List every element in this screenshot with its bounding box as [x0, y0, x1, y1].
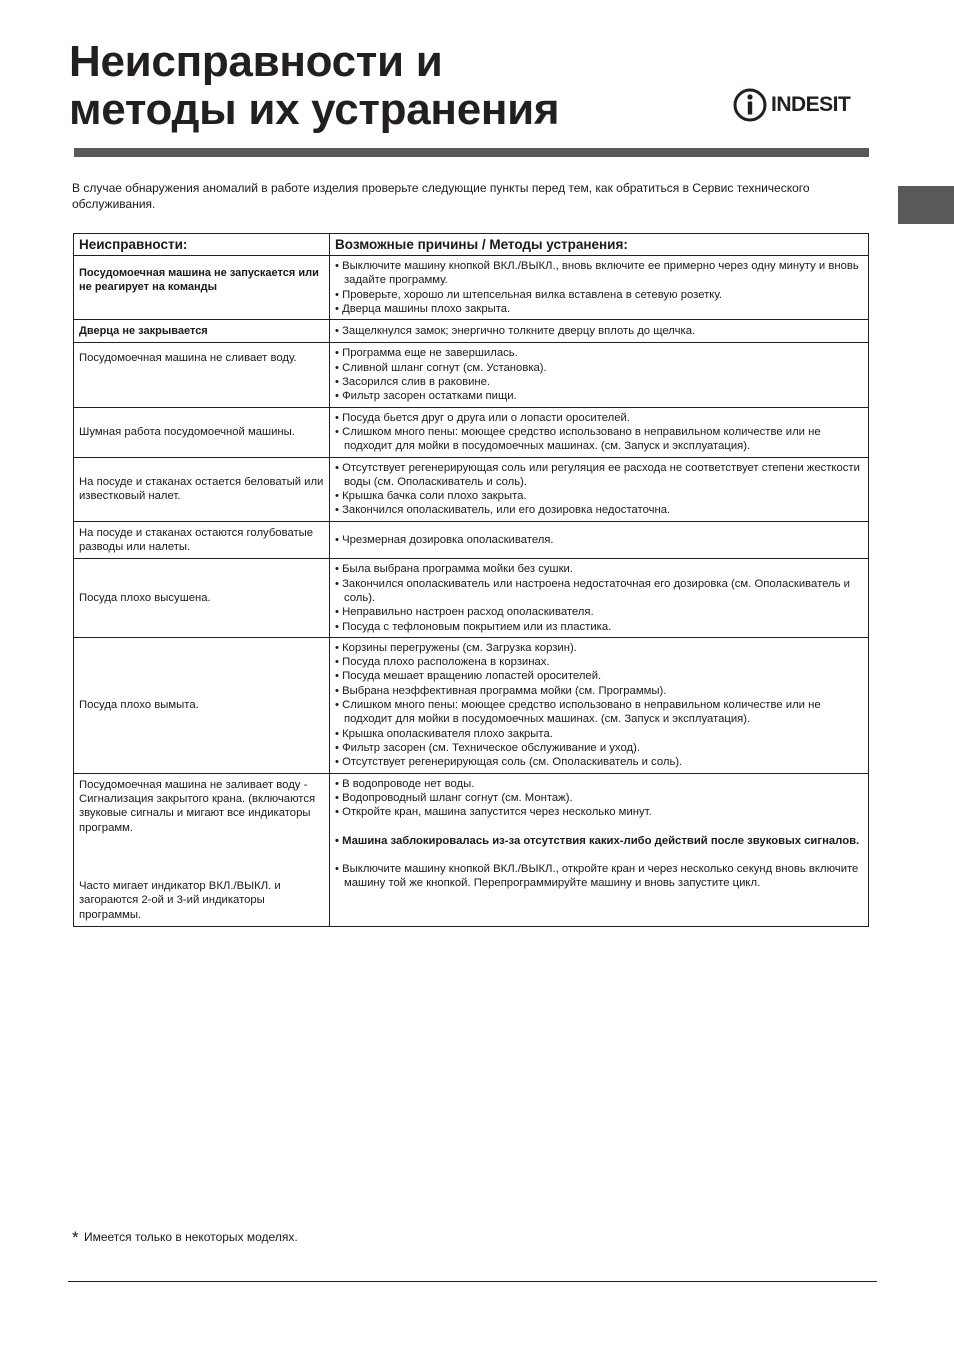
- solution-cell: [330, 637, 869, 773]
- solution-item: • Закончился ополаскиватель, или его дозировка недостаточна.: [335, 504, 671, 517]
- problem-cell: Шумная работа посудомоечной машины.: [74, 407, 330, 457]
- solution-cell: [330, 559, 869, 637]
- solution-item: • Крышка ополаскивателя плохо закрыта.: [335, 727, 553, 740]
- solution-cell: [330, 521, 869, 559]
- solution-item: • Крышка бачка соли плохо закрыта.: [335, 490, 527, 503]
- solution-item: • Выбрана неэффективная программа мойки (см. Программы).: [335, 684, 667, 697]
- indesit-i-icon: [733, 87, 769, 123]
- header-problems: Неисправности:: [74, 234, 330, 256]
- problem-cell: На посуде и стаканах остается беловатый или известковый налет.: [74, 457, 330, 521]
- footnote-mark: *: [72, 1228, 79, 1247]
- table-row: [74, 773, 869, 926]
- solution-item: • Посуда с тефлоновым покрытием или из пластика.: [335, 620, 612, 633]
- solution-cell: [330, 407, 869, 457]
- solution-cell: [330, 457, 869, 521]
- problem-cell: Дверца не закрывается: [74, 320, 330, 343]
- intro-text: В случае обнаружения аномалий в работе изделия проверьте следующие пункты перед тем, как обратиться в Сервис технического обслуживания.: [72, 181, 810, 211]
- header-solutions: Возможные причины / Методы устранения:: [330, 234, 869, 256]
- solution-item: • Чрезмерная дозировка ополаскивателя.: [335, 533, 554, 546]
- side-tab-marker: [898, 186, 954, 224]
- table-header-row: [74, 234, 869, 256]
- title-line-1: Неисправности и: [69, 37, 443, 86]
- solution-item: • Неправильно настроен расход ополаскивателя.: [335, 606, 594, 619]
- brand-name: INDESIT: [771, 93, 851, 116]
- solution-item: • Дверца машины плохо закрыта.: [335, 302, 511, 315]
- solution-item: • Откройте кран, машина запустится через несколько минут.: [335, 806, 652, 819]
- troubleshooting-table: [73, 233, 869, 927]
- page-title: [69, 38, 559, 134]
- solution-item: • Фильтр засорен (см. Техническое обслуживание и уход).: [335, 741, 640, 754]
- solution-cell: [330, 256, 869, 320]
- solution-item: • Сливной шланг согнут (см. Установка).: [335, 361, 547, 374]
- title-line-2: методы их устранения: [69, 85, 560, 134]
- footnote-text: Имеется только в некоторых моделях.: [83, 1230, 298, 1244]
- table-row: [74, 637, 869, 773]
- solution-cell: [330, 343, 869, 407]
- table-row: [74, 320, 869, 343]
- solution-item-bold: • Машина заблокировалась из-за отсутствия каких-либо действий после звуковых сигналов.: [335, 834, 860, 847]
- brand-logo: [733, 87, 873, 123]
- problem-cell: Посуда плохо вымыта.: [74, 637, 330, 773]
- solution-item: • Отсутствует регенерирующая соль или регуляция ее расхода не соответствует степени жесткости воды (см. Ополаскиватель и соль).: [335, 461, 860, 488]
- bottom-rule: [68, 1281, 877, 1282]
- problem-text: Посудомоечная машина не заливает воду - Сигнализация закрытого крана. (включаются звуковые сигналы и мигают все индикаторы программ.: [79, 778, 316, 834]
- solution-item: • Посуда плохо расположена в корзинах.: [335, 656, 550, 669]
- solution-item: • Защелкнулся замок; энергично толкните дверцу вплоть до щелчка.: [335, 325, 696, 338]
- problem-cell: [74, 773, 330, 926]
- solution-item: • Посуда бьется друг о друга или о лопасти оросителей.: [335, 411, 630, 424]
- solution-item: • Отсутствует регенерирующая соль (см. Ополаскиватель и соль).: [335, 756, 683, 769]
- table-row: [74, 256, 869, 320]
- solution-item: • Программа еще не завершилась.: [335, 347, 518, 360]
- title-rule: [74, 148, 869, 157]
- problem-cell: На посуде и стаканах остаются голубоватые разводы или налеты.: [74, 521, 330, 559]
- table-row: [74, 559, 869, 637]
- solution-item: • В водопроводе нет воды.: [335, 777, 475, 790]
- solution-cell: [330, 773, 869, 926]
- solution-item: • Закончился ополаскиватель или настроена недостаточная его дозировка (см. Ополаскиватель и соль).: [335, 577, 850, 604]
- problem-text-extra: Часто мигает индикатор ВКЛ./ВЫКЛ. и загораются 2-ой и 3-ий индикаторы программы.: [79, 880, 281, 921]
- solution-item: • Слишком много пены: моющее средство использовано в неправильном количестве или не подходит для мойки в посудомоечных машинах. (см. Запуск и эксплуатация).: [335, 699, 821, 726]
- solution-item: • Выключите машину кнопкой ВКЛ./ВЫКЛ., вновь включите ее примерно через одну минуту и вновь задайте программу.: [335, 260, 859, 287]
- solution-item: • Проверьте, хорошо ли штепсельная вилка вставлена в сетевую розетку.: [335, 288, 723, 301]
- solution-item: • Фильтр засорен остатками пищи.: [335, 390, 517, 403]
- table-row: [74, 457, 869, 521]
- solution-item: • Выключите машину кнопкой ВКЛ./ВЫКЛ., откройте кран и через несколько секунд вновь включите машину той же кнопкой. Перепрограммируйте машину и вновь запустите цикл.: [335, 863, 859, 890]
- solution-item: • Корзины перегружены (см. Загрузка корзин).: [335, 641, 577, 654]
- solution-cell: [330, 320, 869, 343]
- problem-cell: Посудомоечная машина не сливает воду.: [74, 343, 330, 407]
- solution-item: • Посуда мешает вращению лопастей оросителей.: [335, 670, 602, 683]
- table-row: [74, 407, 869, 457]
- table-row: [74, 343, 869, 407]
- footnote: [72, 1228, 298, 1248]
- solution-item: • Слишком много пены: моющее средство использовано в неправильном количестве или не подходит для мойки в посудомоечных машинах. (см. Запуск и эксплуатация).: [335, 425, 821, 453]
- problem-cell: Посудомоечная машина не запускается или не реагирует на команды: [74, 256, 330, 320]
- solution-item: • Засорился слив в раковине.: [335, 376, 491, 389]
- table-row: [74, 521, 869, 559]
- problem-cell: Посуда плохо высушена.: [74, 559, 330, 637]
- solution-item: • Была выбрана программа мойки без сушки.: [335, 563, 573, 576]
- solution-item: • Водопроводный шланг согнут (см. Монтаж).: [335, 792, 573, 805]
